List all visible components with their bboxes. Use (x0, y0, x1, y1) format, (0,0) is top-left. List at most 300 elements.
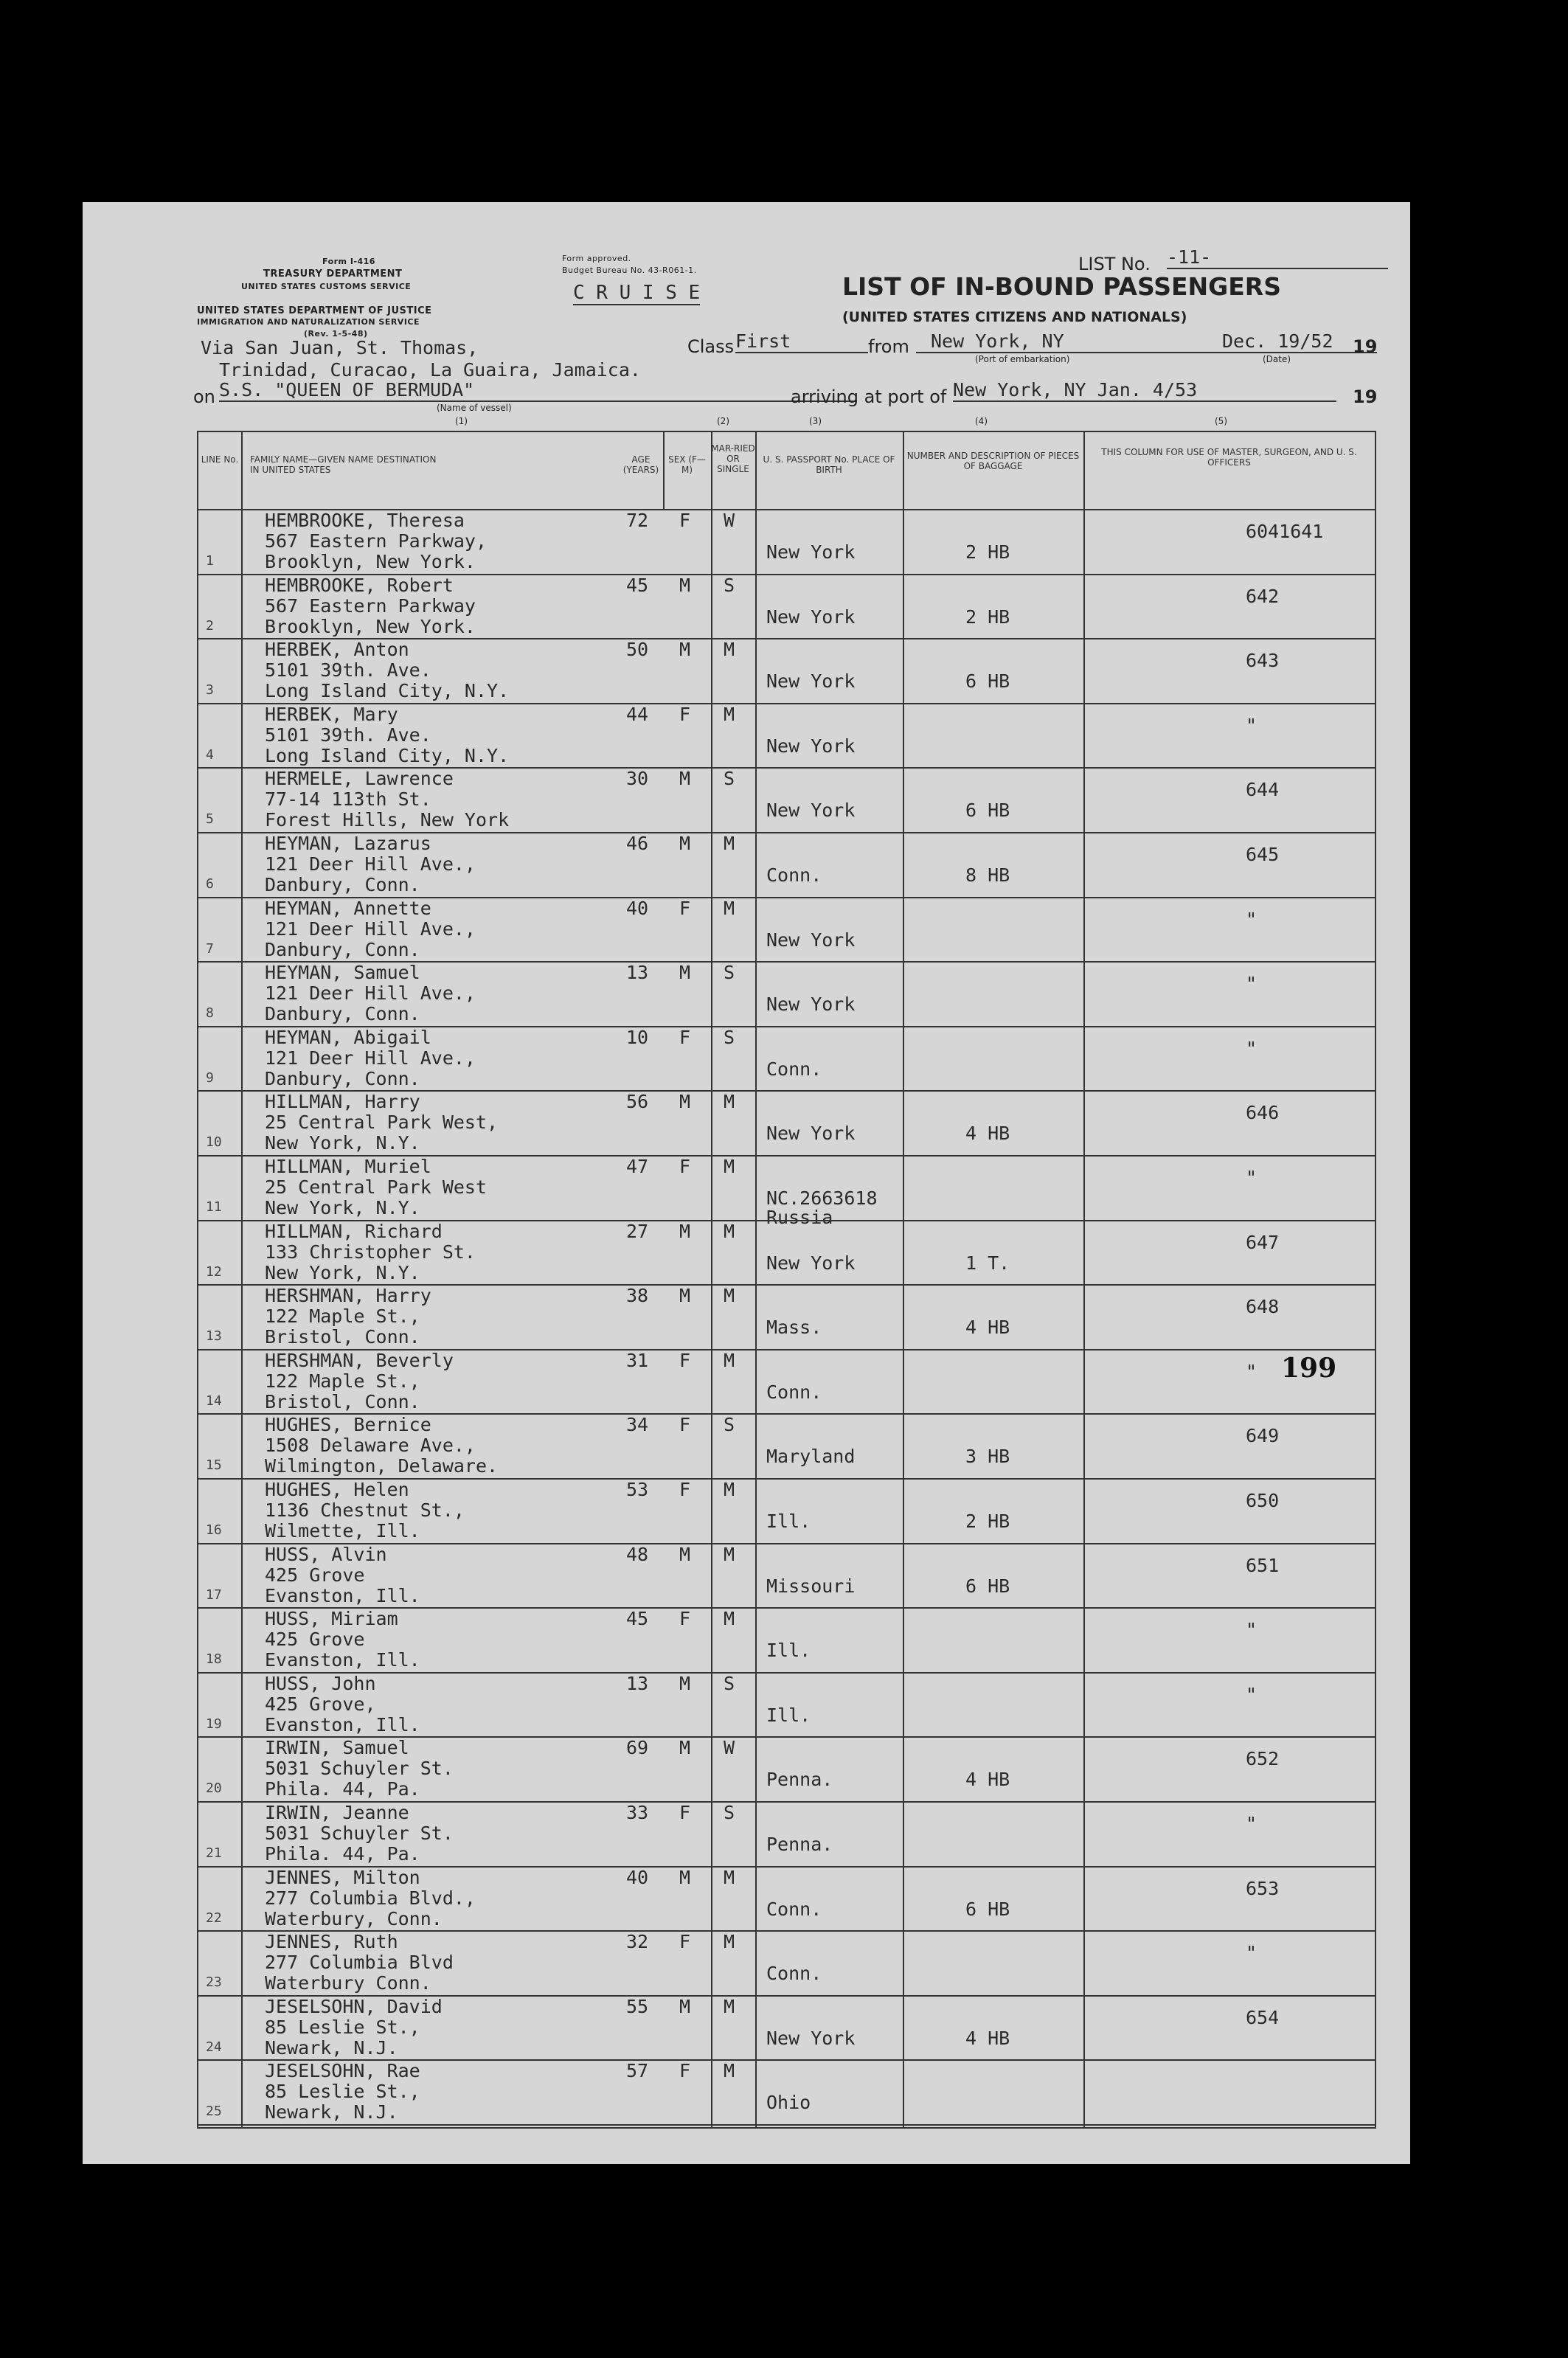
address-line-1: 5101 39th. Ave. (265, 659, 431, 682)
baggage-cell: 4 HB (965, 1317, 1010, 1339)
arriving-label: arriving at port of (791, 386, 947, 407)
passenger-name: HILLMAN, Muriel (265, 1156, 431, 1177)
birthplace-cell: Ill. (766, 1511, 811, 1532)
from-value: New York, NY (916, 330, 1211, 353)
address-line-1: 121 Deer Hill Ave., (265, 1047, 476, 1069)
line-number: 22 (206, 1910, 222, 1926)
header-line-no: LINE No. (201, 454, 239, 465)
via-line-1: Via San Juan, St. Thomas, (201, 337, 479, 358)
baggage-cell: 3 HB (965, 1446, 1010, 1468)
marital-cell: M (724, 1608, 735, 1630)
col-number: (2) (717, 416, 729, 426)
sex-cell: M (679, 1866, 691, 1888)
passenger-name: HEMBROOKE, Theresa (265, 510, 465, 531)
officer-use-cell: " (1246, 1619, 1257, 1641)
year-prefix: 19 (1353, 386, 1378, 407)
form-number: Form I-416 (322, 257, 375, 266)
address-line-2: Newark, N.J. (265, 2101, 398, 2123)
marital-cell: S (724, 962, 735, 984)
marital-cell: M (724, 1220, 735, 1242)
passenger-rows (198, 509, 1375, 2127)
baggage-cell: 6 HB (965, 670, 1010, 693)
marital-cell: M (724, 639, 735, 661)
table-row (198, 1284, 1375, 1349)
sex-cell: M (679, 833, 691, 854)
birthplace-cell: Penna. (766, 1834, 833, 1855)
passenger-name: JESELSOHN, David (265, 1995, 443, 2017)
marital-cell: M (724, 1931, 735, 1953)
birthplace-cell: Conn. (766, 1898, 822, 1920)
address-line-1: 425 Grove (265, 1629, 365, 1651)
class-value: First (735, 330, 868, 353)
col-number: (5) (1215, 416, 1227, 426)
passenger-name: IRWIN, Samuel (265, 1737, 409, 1759)
birthplace-cell: New York (766, 606, 856, 628)
address-line-1: 1136 Chestnut St., (265, 1499, 465, 1521)
address-line-2: Wilmington, Delaware. (265, 1455, 499, 1477)
table-row (198, 509, 1375, 574)
marital-cell: M (724, 2060, 735, 2082)
age-cell: 34 (626, 1414, 649, 1436)
passenger-table (197, 431, 1376, 2129)
address-line-1: 5031 Schuyler St. (265, 1758, 454, 1780)
marital-cell: M (724, 703, 735, 725)
address-line-2: Waterbury, Conn. (265, 1907, 443, 1929)
address-line-1: 25 Central Park West, (265, 1112, 499, 1134)
line-number: 14 (206, 1393, 222, 1409)
address-line-2: Phila. 44, Pa. (265, 1778, 420, 1800)
address-line-1: 277 Columbia Blvd., (265, 1887, 476, 1909)
officer-use-cell: " (1246, 1167, 1257, 1188)
birthplace-cell: New York (766, 1252, 856, 1274)
address-line-2: Wilmette, Ill. (265, 1520, 420, 1542)
header-sex: SEX (F—M) (668, 454, 706, 475)
officer-use-cell: " (1246, 1360, 1257, 1382)
birthplace-cell: Ill. (766, 1640, 811, 1662)
address-line-2: Evanston, Ill. (265, 1584, 420, 1606)
sex-cell: F (679, 1608, 691, 1630)
table-row (198, 1220, 1375, 1285)
address-line-1: 85 Leslie St., (265, 2081, 420, 2103)
sex-cell: M (679, 1285, 691, 1307)
officer-use-cell: 653 (1246, 1877, 1280, 1899)
sex-cell: F (679, 1414, 691, 1436)
officer-use-cell: 642 (1246, 585, 1280, 607)
address-line-1: 425 Grove, (265, 1693, 376, 1715)
birthplace-cell: New York (766, 929, 856, 951)
address-line-2: New York, N.Y. (265, 1261, 420, 1283)
address-line-1: 425 Grove (265, 1564, 365, 1586)
list-no-value: -11- (1167, 246, 1388, 269)
manifest-page (83, 202, 1410, 2164)
age-cell: 48 (626, 1543, 649, 1565)
passenger-name: HILLMAN, Harry (265, 1091, 420, 1113)
marital-cell: S (724, 1026, 735, 1048)
address-line-1: 5031 Schuyler St. (265, 1823, 454, 1844)
address-line-2: Waterbury Conn. (265, 1972, 431, 1994)
address-line-2: Bristol, Conn. (265, 1390, 420, 1412)
line-number: 11 (206, 1199, 222, 1215)
address-line-2: Evanston, Ill. (265, 1649, 420, 1671)
passenger-name: HERBEK, Anton (265, 639, 409, 661)
table-row (198, 1349, 1375, 1414)
table-row (198, 1090, 1375, 1155)
officer-use-cell: 654 (1246, 2006, 1280, 2028)
passenger-name: HUSS, Alvin (265, 1543, 387, 1565)
officer-use-cell: " (1246, 714, 1257, 736)
age-cell: 56 (626, 1091, 649, 1113)
table-row (198, 1672, 1375, 1737)
col-number: (3) (809, 416, 822, 426)
marital-cell: M (724, 833, 735, 854)
address-line-2: Brooklyn, New York. (265, 551, 476, 572)
birthplace-cell: New York (766, 2027, 856, 2049)
marital-cell: M (724, 1156, 735, 1177)
form-approved: Form approved. (562, 254, 631, 263)
officer-use-cell: 644 (1246, 779, 1280, 801)
address-line-2: Danbury, Conn. (265, 938, 420, 960)
officer-use-cell: 645 (1246, 844, 1280, 865)
sex-cell: F (679, 1026, 691, 1048)
passenger-name: JESELSOHN, Rae (265, 2060, 420, 2082)
passenger-name: HERSHMAN, Beverly (265, 1349, 454, 1371)
date-value: Dec. 19/52 (1207, 330, 1377, 353)
birthplace-extra: Russia (766, 1207, 833, 1228)
address-line-2: Newark, N.J. (265, 2036, 398, 2059)
table-row (198, 767, 1375, 832)
address-line-2: Long Island City, N.Y. (265, 744, 510, 766)
marital-cell: M (724, 1479, 735, 1500)
address-line-2: Phila. 44, Pa. (265, 1843, 420, 1865)
header-age: AGE (YEARS) (622, 454, 659, 475)
address-line-2: Bristol, Conn. (265, 1326, 420, 1348)
birthplace-cell: Ill. (766, 1704, 811, 1726)
table-row (198, 1155, 1375, 1228)
sex-cell: F (679, 1931, 691, 1953)
column-divider (663, 432, 665, 509)
vessel-name: S.S. "QUEEN OF BERMUDA" (219, 379, 857, 402)
age-cell: 69 (626, 1737, 649, 1759)
marital-cell: M (724, 1285, 735, 1307)
address-line-1: 567 Eastern Parkway, (265, 530, 488, 552)
line-number: 17 (206, 1587, 222, 1603)
baggage-cell: 6 HB (965, 800, 1010, 822)
officer-use-cell: " (1246, 1942, 1257, 1964)
birthplace-cell: New York (766, 735, 856, 757)
age-cell: 40 (626, 897, 649, 919)
age-cell: 38 (626, 1285, 649, 1307)
header-name: FAMILY NAME—GIVEN NAME DESTINATION IN UNITED STATES (250, 454, 437, 475)
address-line-1: 133 Christopher St. (265, 1241, 476, 1263)
address-line-2: Danbury, Conn. (265, 874, 420, 895)
birthplace-cell: New York (766, 994, 856, 1016)
year-prefix: 19 (1353, 336, 1378, 357)
line-number: 23 (206, 1974, 222, 1991)
row-divider (198, 2124, 1375, 2126)
address-line-2: Brooklyn, New York. (265, 615, 476, 637)
table-row (198, 1736, 1375, 1801)
sex-cell: F (679, 1802, 691, 1823)
marital-cell: S (724, 1414, 735, 1436)
passenger-name: JENNES, Ruth (265, 1931, 398, 1953)
via-line-2: Trinidad, Curacao, La Guaira, Jamaica. (219, 359, 641, 381)
birthplace-cell: Conn. (766, 1381, 822, 1403)
address-line-1: 1508 Delaware Ave., (265, 1435, 476, 1457)
officer-use-cell: 6041641 (1246, 521, 1324, 542)
sex-cell: F (679, 1156, 691, 1177)
sex-cell: F (679, 1479, 691, 1500)
sex-cell: M (679, 1995, 691, 2017)
table-row (198, 574, 1375, 639)
marital-cell: M (724, 1543, 735, 1565)
birthplace-cell: New York (766, 800, 856, 822)
age-cell: 27 (626, 1220, 649, 1242)
marital-cell: M (724, 1866, 735, 1888)
sex-cell: M (679, 768, 691, 790)
marital-cell: S (724, 1672, 735, 1694)
col-number: (4) (975, 416, 988, 426)
age-cell: 45 (626, 574, 649, 596)
birthplace-cell: New York (766, 541, 856, 563)
officer-use-cell: 649 (1246, 1425, 1280, 1447)
baggage-cell: 1 T. (965, 1252, 1010, 1274)
line-number: 8 (206, 1005, 214, 1022)
age-cell: 44 (626, 703, 649, 725)
passenger-name: JENNES, Milton (265, 1866, 420, 1888)
table-row (198, 703, 1375, 768)
baggage-cell: 4 HB (965, 1769, 1010, 1791)
table-row (198, 1607, 1375, 1672)
address-line-1: 121 Deer Hill Ave., (265, 918, 476, 940)
officer-use-cell: 647 (1246, 1231, 1280, 1253)
birthplace-cell: Conn. (766, 864, 822, 886)
line-number: 5 (206, 811, 214, 828)
table-row (198, 1995, 1375, 2060)
officer-use-cell: " (1246, 908, 1257, 930)
birthplace-cell: Conn. (766, 1963, 822, 1985)
marital-cell: M (724, 1349, 735, 1371)
baggage-cell: 2 HB (965, 541, 1010, 563)
officer-use-cell: 652 (1246, 1748, 1280, 1770)
officer-use-cell: " (1246, 973, 1257, 995)
line-number: 24 (206, 2039, 222, 2055)
officer-use-cell: 643 (1246, 650, 1280, 672)
baggage-cell: 2 HB (965, 1511, 1010, 1532)
age-cell: 32 (626, 1931, 649, 1953)
sex-cell: F (679, 897, 691, 919)
sex-cell: M (679, 962, 691, 984)
sex-cell: M (679, 574, 691, 596)
address-line-1: 122 Maple St., (265, 1370, 420, 1392)
line-number: 1 (206, 553, 214, 569)
date-caption: (Date) (1263, 354, 1291, 364)
from-caption: (Port of embarkation) (975, 354, 1070, 364)
line-number: 2 (206, 617, 214, 634)
header-married: MAR-RIED OR SINGLE (711, 443, 755, 474)
baggage-cell: 2 HB (965, 606, 1010, 628)
marital-cell: M (724, 897, 735, 919)
baggage-cell: 6 HB (965, 1898, 1010, 1920)
line-number: 15 (206, 1457, 222, 1474)
line-number: 18 (206, 1651, 222, 1668)
manifest-subtitle: (UNITED STATES CITIZENS AND NATIONALS) (842, 309, 1187, 325)
table-row (198, 832, 1375, 897)
sex-cell: F (679, 2060, 691, 2082)
line-number: 4 (206, 746, 214, 763)
list-no-label: LIST No. (1078, 254, 1151, 274)
table-row (198, 1026, 1375, 1091)
birthplace-cell: Ohio (766, 2092, 811, 2114)
birthplace-cell: NC.2663618 (766, 1187, 878, 1209)
table-row (198, 638, 1375, 703)
officer-use-cell: " (1246, 1813, 1257, 1834)
vessel-caption: (Name of vessel) (437, 403, 512, 413)
address-line-1: 25 Central Park West (265, 1176, 488, 1198)
marital-cell: S (724, 574, 735, 596)
age-cell: 72 (626, 510, 649, 531)
age-cell: 10 (626, 1026, 649, 1048)
line-number: 13 (206, 1328, 222, 1345)
baggage-cell: 4 HB (965, 1123, 1010, 1145)
baggage-cell: 8 HB (965, 864, 1010, 886)
manifest-title: LIST OF IN-BOUND PASSENGERS (842, 272, 1281, 301)
age-cell: 33 (626, 1802, 649, 1823)
passenger-name: HUGHES, Bernice (265, 1414, 431, 1436)
address-line-2: New York, N.Y. (265, 1132, 420, 1154)
passenger-name: HEYMAN, Annette (265, 897, 431, 919)
header-passport: U. S. PASSPORT No. PLACE OF BIRTH (763, 454, 895, 475)
age-cell: 31 (626, 1349, 649, 1371)
sex-cell: F (679, 703, 691, 725)
birthplace-cell: New York (766, 670, 856, 693)
address-line-1: 77-14 113th St. (265, 788, 431, 811)
col-number: (1) (455, 416, 468, 426)
age-cell: 40 (626, 1866, 649, 1888)
class-label: Class (687, 336, 735, 357)
header-baggage: NUMBER AND DESCRIPTION OF PIECES OF BAGGAGE (906, 451, 1080, 471)
table-row (198, 1801, 1375, 1866)
sex-cell: M (679, 639, 691, 661)
marital-cell: S (724, 768, 735, 790)
passenger-name: HEMBROOKE, Robert (265, 574, 454, 596)
marital-cell: S (724, 1802, 735, 1823)
line-number: 3 (206, 682, 214, 698)
address-line-2: New York, N.Y. (265, 1197, 420, 1218)
birthplace-cell: Penna. (766, 1769, 833, 1791)
line-number: 20 (206, 1780, 222, 1797)
birthplace-cell: New York (766, 1123, 856, 1145)
age-cell: 50 (626, 639, 649, 661)
sex-cell: M (679, 1543, 691, 1565)
officer-use-cell: " (1246, 1683, 1257, 1705)
officer-use-cell: 650 (1246, 1490, 1280, 1511)
table-row (198, 1866, 1375, 1931)
table-row (198, 897, 1375, 962)
sex-cell: M (679, 1672, 691, 1694)
dept-customs: UNITED STATES CUSTOMS SERVICE (241, 282, 412, 291)
dept-justice: UNITED STATES DEPARTMENT OF JUSTICE (197, 305, 432, 316)
sex-cell: M (679, 1220, 691, 1242)
birthplace-cell: Conn. (766, 1058, 822, 1080)
form-revision: (Rev. 1-5-48) (304, 329, 368, 339)
line-number: 16 (206, 1522, 222, 1538)
line-number: 19 (206, 1716, 222, 1732)
passenger-name: IRWIN, Jeanne (265, 1802, 409, 1823)
table-row (198, 1478, 1375, 1543)
address-line-1: 567 Eastern Parkway (265, 594, 476, 617)
line-number: 6 (206, 876, 214, 892)
address-line-2: Long Island City, N.Y. (265, 680, 510, 702)
address-line-2: Danbury, Conn. (265, 1067, 420, 1089)
officer-use-cell: " (1246, 1037, 1257, 1059)
address-line-1: 121 Deer Hill Ave., (265, 982, 476, 1005)
sex-cell: F (679, 1349, 691, 1371)
header-officers: THIS COLUMN FOR USE OF MASTER, SURGEON, AND U. S. OFFICERS (1101, 447, 1357, 468)
age-cell: 47 (626, 1156, 649, 1177)
arrival-value: New York, NY Jan. 4/53 (953, 379, 1336, 402)
address-line-1: 5101 39th. Ave. (265, 724, 431, 746)
passenger-name: HEYMAN, Samuel (265, 962, 420, 984)
birthplace-cell: Mass. (766, 1317, 822, 1339)
officer-use-cell: 646 (1246, 1102, 1280, 1124)
sex-cell: M (679, 1091, 691, 1113)
age-cell: 13 (626, 1672, 649, 1694)
age-cell: 57 (626, 2060, 649, 2082)
on-label: on (193, 386, 215, 407)
cruise-label: C R U I S E (573, 282, 701, 304)
passenger-name: HUSS, John (265, 1672, 376, 1694)
address-line-2: Evanston, Ill. (265, 1713, 420, 1735)
address-line-2: Forest Hills, New York (265, 809, 510, 831)
passenger-name: HERMELE, Lawrence (265, 768, 454, 790)
sex-cell: M (679, 1737, 691, 1759)
passenger-name: HUGHES, Helen (265, 1479, 409, 1500)
address-line-1: 122 Maple St., (265, 1305, 420, 1328)
dept-treasury: TREASURY DEPARTMENT (263, 268, 403, 280)
table-row (198, 1413, 1375, 1478)
table-row (198, 1930, 1375, 1995)
table-row (198, 2059, 1375, 2124)
passenger-name: HEYMAN, Lazarus (265, 833, 431, 854)
line-number: 10 (206, 1134, 222, 1151)
line-number: 21 (206, 1845, 222, 1861)
line-number: 12 (206, 1263, 222, 1280)
baggage-cell: 4 HB (965, 2027, 1010, 2049)
age-cell: 30 (626, 768, 649, 790)
address-line-1: 277 Columbia Blvd (265, 1952, 454, 1974)
table-row (198, 1543, 1375, 1608)
passenger-name: HERBEK, Mary (265, 703, 398, 725)
from-label: from (868, 336, 909, 357)
passenger-name: HILLMAN, Richard (265, 1220, 443, 1242)
age-cell: 13 (626, 962, 649, 984)
budget-bureau: Budget Bureau No. 43-R061-1. (562, 266, 697, 275)
page-stamp: 199 (1281, 1353, 1337, 1384)
address-line-2: Danbury, Conn. (265, 1003, 420, 1025)
age-cell: 45 (626, 1608, 649, 1630)
age-cell: 53 (626, 1479, 649, 1500)
age-cell: 55 (626, 1995, 649, 2017)
line-number: 9 (206, 1069, 214, 1086)
age-cell: 46 (626, 833, 649, 854)
marital-cell: M (724, 1091, 735, 1113)
address-line-1: 121 Deer Hill Ave., (265, 853, 476, 875)
baggage-cell: 6 HB (965, 1575, 1010, 1597)
line-number: 25 (206, 2104, 222, 2120)
dept-immigration: IMMIGRATION AND NATURALIZATION SERVICE (197, 317, 420, 327)
marital-cell: M (724, 1995, 735, 2017)
passenger-name: HERSHMAN, Harry (265, 1285, 431, 1307)
